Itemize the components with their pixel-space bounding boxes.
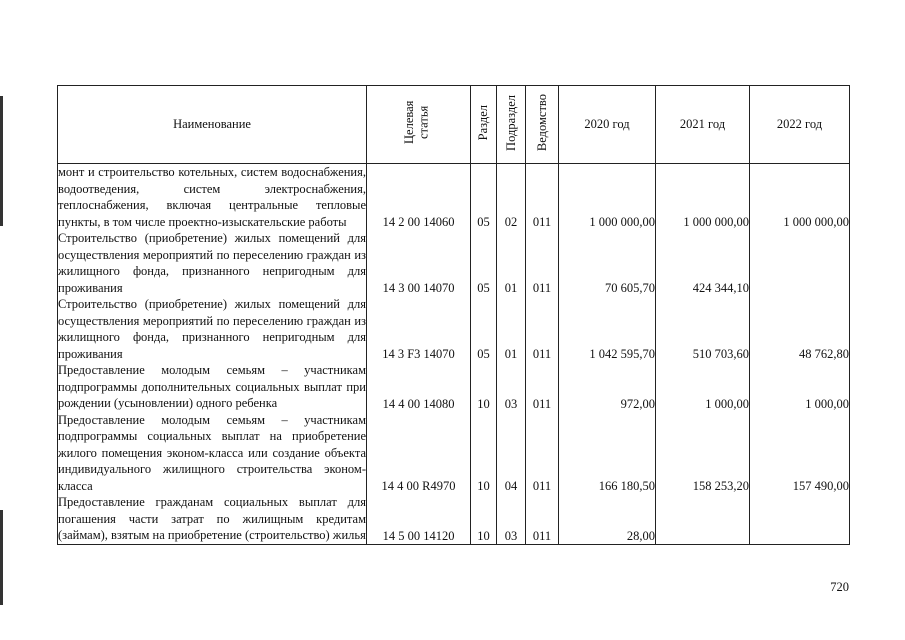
row-department: 011 — [526, 296, 559, 362]
row-amount-2020: 972,00 — [559, 362, 656, 412]
row-amount-2022: 1 000 000,00 — [750, 164, 850, 231]
row-amount-2022: 157 490,00 — [750, 412, 850, 495]
row-department: 011 — [526, 494, 559, 544]
header-name: Наименование — [58, 86, 367, 164]
row-amount-2020: 70 605,70 — [559, 230, 656, 296]
scan-edge-mark — [0, 510, 3, 605]
header-target-article-label: Целевая статья — [401, 100, 430, 145]
header-section: Раздел — [471, 86, 497, 164]
budget-table — [57, 85, 850, 545]
row-subsection: 04 — [497, 412, 526, 495]
header-subsection: Подраздел — [497, 86, 526, 164]
row-target-article: 14 2 00 14060 — [367, 164, 471, 231]
row-subsection: 01 — [497, 296, 526, 362]
header-target-article — [367, 86, 471, 164]
row-name: монт и строительство котельных, систем водоснабжения, водоотведения, систем электроснабжения, теплоснабжения, включая центральные тепловые пункты, в том числе проектно-изыскательские работы — [58, 165, 366, 229]
row-section: 05 — [471, 164, 497, 231]
row-amount-2022 — [750, 494, 850, 544]
row-amount-2021: 510 703,60 — [656, 296, 750, 362]
table-row — [58, 494, 850, 544]
row-target-article: 14 5 00 14120 — [367, 494, 471, 544]
table-header-row — [58, 86, 850, 164]
row-section: 05 — [471, 230, 497, 296]
row-section: 10 — [471, 362, 497, 412]
row-name: Предоставление молодым семьям – участникам подпрограммы социальных выплат на приобретение жилого помещения эконом-класса или создание объекта индивидуального жилищного строительства эконом-класса — [58, 412, 366, 493]
row-subsection: 03 — [497, 362, 526, 412]
row-target-article: 14 3 F3 14070 — [367, 296, 471, 362]
row-amount-2021: 424 344,10 — [656, 230, 750, 296]
row-amount-2021: 1 000,00 — [656, 362, 750, 412]
header-2022: 2022 год — [750, 86, 850, 164]
table-row — [58, 412, 850, 495]
table-row — [58, 296, 850, 362]
row-target-article: 14 4 00 14080 — [367, 362, 471, 412]
row-target-article: 14 4 00 R4970 — [367, 412, 471, 495]
row-subsection: 03 — [497, 494, 526, 544]
table-row — [58, 230, 850, 296]
row-subsection: 02 — [497, 164, 526, 231]
row-amount-2020: 28,00 — [559, 494, 656, 544]
table-row — [58, 164, 850, 231]
row-amount-2022 — [750, 230, 850, 296]
row-section: 10 — [471, 412, 497, 495]
page-number: 720 — [830, 580, 849, 594]
row-amount-2021 — [656, 494, 750, 544]
header-2021: 2021 год — [656, 86, 750, 164]
row-name: Предоставление гражданам социальных выплат для погашения части затрат по жилищным кредитам (займам), взятым на приобретение (строительство) жилья — [58, 495, 366, 542]
header-2020: 2020 год — [559, 86, 656, 164]
row-amount-2022: 48 762,80 — [750, 296, 850, 362]
row-amount-2020: 1 000 000,00 — [559, 164, 656, 231]
row-amount-2021: 1 000 000,00 — [656, 164, 750, 231]
row-department: 011 — [526, 164, 559, 231]
row-subsection: 01 — [497, 230, 526, 296]
row-department: 011 — [526, 362, 559, 412]
row-name: Предоставление молодым семьям – участникам подпрограммы дополнительных социальных выплат при рождении (усыновлении) одного ребенка — [58, 363, 366, 410]
row-target-article: 14 3 00 14070 — [367, 230, 471, 296]
row-section: 10 — [471, 494, 497, 544]
row-amount-2021: 158 253,20 — [656, 412, 750, 495]
row-department: 011 — [526, 412, 559, 495]
header-department: Ведомство — [526, 86, 559, 164]
row-name: Строительство (приобретение) жилых помещений для осуществления мероприятий по переселению граждан из жилищного фонда, признанного непригодным для проживания — [58, 297, 366, 361]
table-row — [58, 362, 850, 412]
row-amount-2022: 1 000,00 — [750, 362, 850, 412]
row-amount-2020: 166 180,50 — [559, 412, 656, 495]
row-section: 05 — [471, 296, 497, 362]
scan-edge-mark — [0, 96, 3, 226]
row-department: 011 — [526, 230, 559, 296]
row-amount-2020: 1 042 595,70 — [559, 296, 656, 362]
row-name: Строительство (приобретение) жилых помещений для осуществления мероприятий по переселению граждан из жилищного фонда, признанного непригодным для проживания — [58, 231, 366, 295]
